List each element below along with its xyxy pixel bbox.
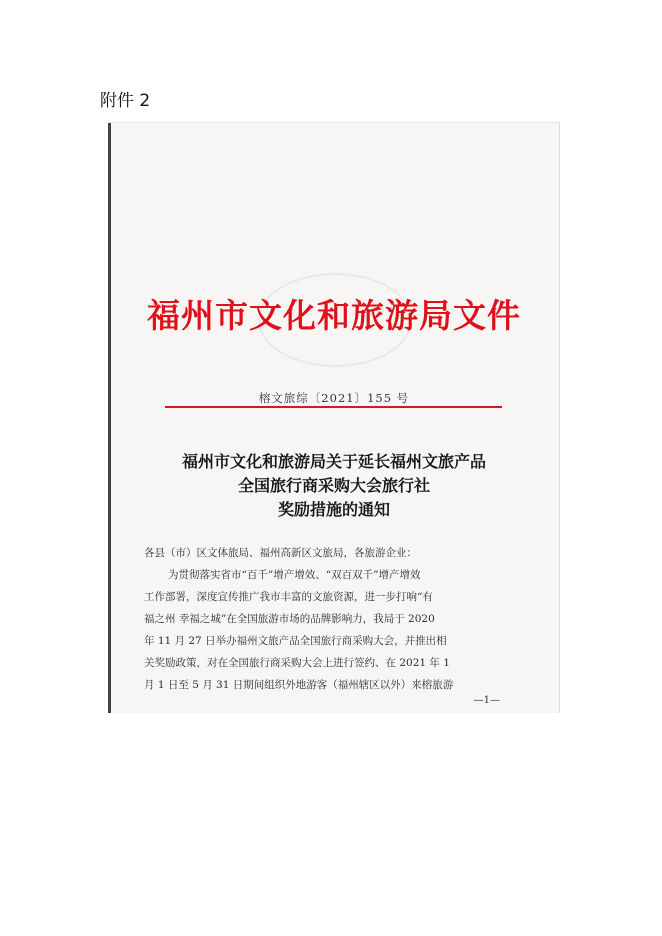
red-divider-line — [165, 406, 502, 408]
document-number: 榕文旅综〔2021〕155 号 — [258, 391, 410, 405]
scanned-document-page — [108, 122, 560, 713]
document-body — [144, 542, 538, 696]
title-line-2: 全国旅行商采购大会旅行社 — [237, 476, 430, 495]
scan-left-edge — [108, 123, 111, 713]
title-line-3: 奖励措施的通知 — [277, 500, 390, 519]
body-line: 为贯彻落实省市“百千”增产增效、“双百双千”增产增效 — [168, 569, 421, 581]
title-line-1: 福州市文化和旅游局关于延长福州文旅产品 — [181, 452, 486, 471]
body-line: 福之州 幸福之城”在全国旅游市场的品牌影响力，我局于 2020 — [144, 613, 435, 625]
attachment-label: 附件 2 — [100, 91, 151, 111]
body-line: 月 1 日至 5 月 31 日期间组织外地游客（福州辖区以外）来榕旅游 — [144, 679, 454, 691]
salutation-line: 各县（市）区文体旅局、福州高新区文旅局，各旅游企业： — [144, 547, 417, 559]
body-line: 工作部署，深度宣传推广我市丰富的文旅资源，进一步打响“有 — [144, 591, 433, 603]
scan-right-edge — [559, 123, 560, 713]
red-header-title: 福州市文化和旅游局文件 — [147, 296, 521, 335]
body-line: 年 11 月 27 日举办福州文旅产品全国旅行商采购大会，并推出相 — [144, 635, 447, 647]
body-line: 关奖励政策，对在全国旅行商采购大会上进行签约、在 2021 年 1 — [144, 657, 450, 669]
page-number: —1— — [473, 695, 500, 706]
document-title — [108, 450, 560, 522]
